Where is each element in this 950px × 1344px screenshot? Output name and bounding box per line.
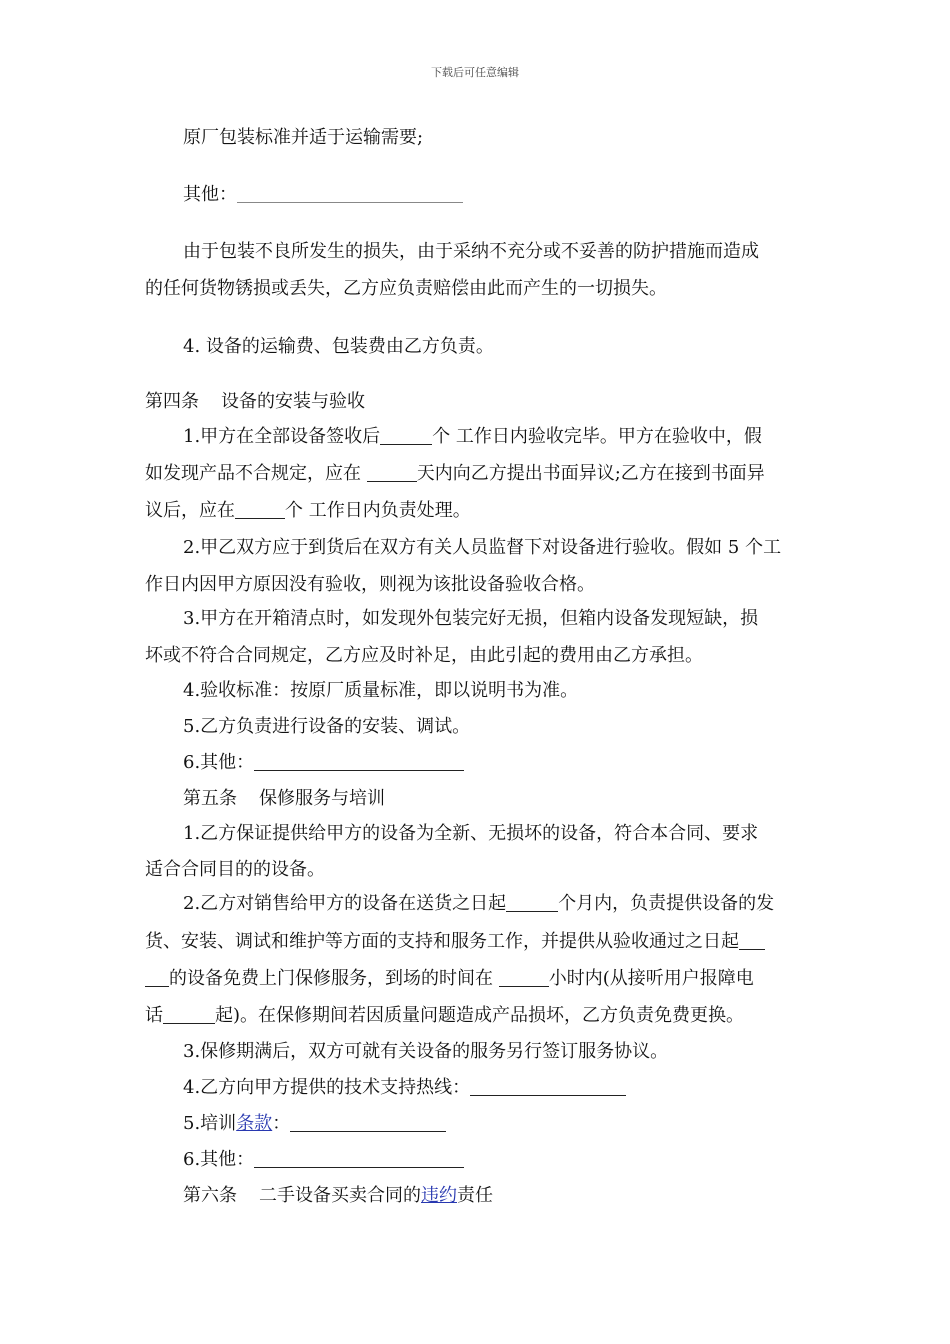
text-span: 起)。在保修期间若因质量问题造成产品损坏，乙方负责免费更换。 <box>215 1005 745 1026</box>
blank-field <box>254 752 464 771</box>
blank-field <box>367 463 417 482</box>
text-span: 如发现产品不合规定，应在 <box>145 463 367 484</box>
article-5-p3: 3.保修期满后，双方可就有关设备的服务另行签订服务协议。 <box>183 1041 669 1062</box>
article-6-number: 第六条 <box>183 1185 237 1206</box>
text-span: 二手设备买卖合同的 <box>259 1185 421 1206</box>
text-span: 小时内(从接听用户报障电 <box>548 968 754 989</box>
text-span: 天内向乙方提出书面异议;乙方在接到书面异 <box>416 463 765 484</box>
packing-other-label: 其他： <box>183 184 237 205</box>
packing-other-blank <box>237 184 463 203</box>
blank-field <box>739 931 765 950</box>
text-span: 5.培训 <box>183 1113 237 1134</box>
article-6-title <box>183 1184 493 1208</box>
article-5-p2-line-4 <box>145 1004 744 1028</box>
blank-field <box>235 500 285 519</box>
text-span: 责任 <box>457 1185 493 1206</box>
text-span: 个 工作日内验收完毕。甲方在验收中，假 <box>432 426 762 447</box>
text-span: 4.乙方向甲方提供的技术支持热线： <box>183 1077 471 1098</box>
article-4-p6 <box>183 751 464 775</box>
article-4-p1-line-1 <box>183 425 762 449</box>
article-5-p5 <box>183 1112 446 1136</box>
article-5-p2-line-1 <box>183 892 774 916</box>
blank-field <box>499 968 549 987</box>
article-4-number: 第四条 <box>145 391 199 412</box>
article-4-p4: 4.验收标准：按原厂质量标准，即以说明书为准。 <box>183 680 579 701</box>
blank-field <box>380 426 432 445</box>
text-span: ： <box>272 1113 291 1134</box>
page-header: 下载后可任意编辑 <box>431 66 519 79</box>
article-4-p2-line-2: 作日内因甲方原因没有验收，则视为该批设备验收合格。 <box>145 574 595 595</box>
blank-field <box>145 968 169 987</box>
article-5-p1-line-1: 1.乙方保证提供给甲方的设备为全新、无损坏的设备，符合本合同、要求 <box>183 823 759 844</box>
article-4-p3-line-2: 坏或不符合合同规定，乙方应及时补足，由此引起的费用由乙方承担。 <box>145 645 703 666</box>
article-5-p2-line-2 <box>145 930 765 954</box>
blank-field <box>506 893 558 912</box>
breach-link[interactable]: 违约 <box>421 1185 457 1206</box>
text-span: 6.其他： <box>183 1149 255 1170</box>
article-5-number: 第五条 <box>183 788 237 809</box>
clause-link[interactable]: 条款 <box>236 1113 273 1134</box>
text-span: 6.其他： <box>183 752 255 773</box>
article-4-p3-line-1: 3.甲方在开箱清点时，如发现外包装完好无损，但箱内设备发现短缺，损 <box>183 608 759 629</box>
hotline-blank <box>470 1077 626 1096</box>
article-4-p2-line-1: 2.甲乙双方应于到货后在双方有关人员监督下对设备进行验收。假如 5 个工 <box>183 537 782 558</box>
packing-loss-line-2: 的任何货物锈损或丢失，乙方应负责赔偿由此而产生的一切损失。 <box>145 278 667 299</box>
packing-other <box>183 183 463 207</box>
article-5-p6 <box>183 1148 464 1172</box>
blank-field <box>163 1005 215 1024</box>
text-span: 货、安装、调试和维护等方面的支持和服务工作，并提供从验收通过之日起 <box>145 931 739 952</box>
text-span: 个月内，负责提供设备的发 <box>558 893 775 914</box>
text-span: 的设备免费上门保修服务，到场的时间在 <box>169 968 499 989</box>
article-4-p1-line-3 <box>145 499 471 523</box>
training-blank <box>290 1113 446 1132</box>
article-5-title <box>183 787 385 811</box>
article-5-p2-line-3 <box>145 967 754 991</box>
article-5-heading: 保修服务与培训 <box>259 788 385 809</box>
text-span: 个 工作日内负责处理。 <box>285 500 471 521</box>
article-4-p5: 5.乙方负责进行设备的安装、调试。 <box>183 716 471 737</box>
packing-loss-line-1: 由于包装不良所发生的损失，由于采纳不充分或不妥善的防护措施而造成 <box>183 241 759 262</box>
text-span: 1.甲方在全部设备签收后 <box>183 426 381 447</box>
article-4-p1-line-2 <box>145 462 765 486</box>
article-5-p1-line-2: 适合合同目的的设备。 <box>145 859 325 880</box>
article-5-p4 <box>183 1076 626 1100</box>
text-span: 2.乙方对销售给甲方的设备在送货之日起 <box>183 893 507 914</box>
article-4-title <box>145 390 365 414</box>
text-span: 议后，应在 <box>145 500 235 521</box>
blank-field <box>254 1149 464 1168</box>
text-span: 话 <box>145 1005 163 1026</box>
packing-item-4: 4. 设备的运输费、包装费由乙方负责。 <box>183 336 494 357</box>
packing-standard: 原厂包装标准并适于运输需要; <box>183 127 424 148</box>
article-4-heading: 设备的安装与验收 <box>221 391 365 412</box>
